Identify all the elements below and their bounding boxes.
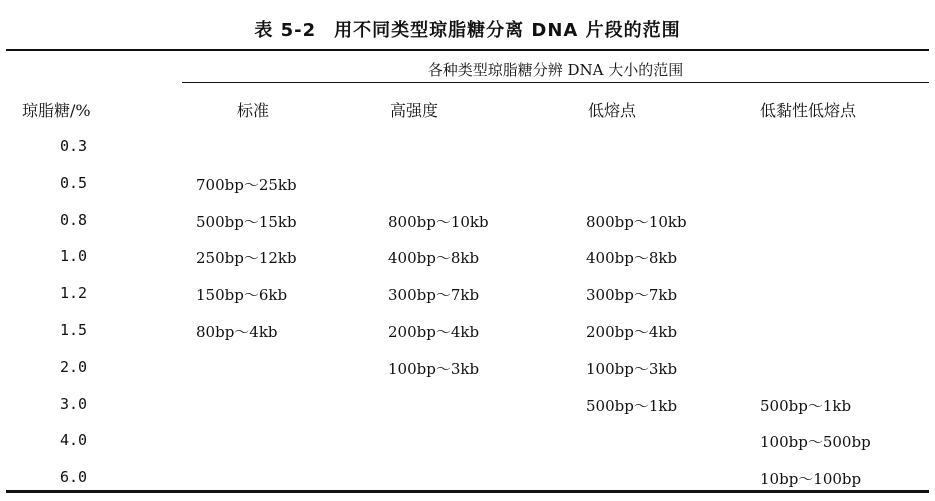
low-viscosity-low-melting-cell: 100bp～500bp: [760, 433, 871, 451]
high-strength-cell: 800bp～10kb: [388, 213, 489, 231]
top-rule: [6, 49, 929, 51]
bottom-rule: [6, 490, 929, 493]
concentration-cell: 1.0: [60, 247, 88, 265]
concentration-cell: 0.5: [60, 174, 88, 192]
concentration-cell: 4.0: [60, 431, 88, 449]
concentration-cell: 0.3: [60, 137, 88, 155]
column-header-concentration: 琼脂糖/%: [22, 101, 91, 120]
concentration-cell: 1.2: [60, 284, 88, 302]
low-viscosity-low-melting-cell: 500bp～1kb: [760, 397, 852, 415]
column-header-high-strength: 高强度: [390, 101, 439, 120]
group-header: 各种类型琼脂糖分辨 DNA 大小的范围: [427, 61, 684, 79]
standard-cell: 500bp～15kb: [196, 213, 297, 231]
table-title: 用不同类型琼脂糖分离 DNA 片段的范围: [334, 20, 681, 41]
column-header-low-melting: 低熔点: [588, 101, 637, 120]
table-caption: [0, 16, 935, 42]
low-viscosity-low-melting-cell: 10bp～100bp: [760, 470, 862, 488]
low-melting-cell: 100bp～3kb: [586, 360, 678, 378]
concentration-cell: 0.8: [60, 211, 88, 229]
concentration-cell: 6.0: [60, 468, 88, 486]
column-header-standard: 标准: [237, 101, 270, 120]
concentration-cell: 3.0: [60, 395, 88, 413]
standard-cell: 700bp～25kb: [196, 176, 297, 194]
low-melting-cell: 400bp～8kb: [586, 249, 678, 267]
high-strength-cell: 100bp～3kb: [388, 360, 480, 378]
standard-cell: 150bp～6kb: [196, 286, 288, 304]
concentration-cell: 2.0: [60, 358, 88, 376]
high-strength-cell: 400bp～8kb: [388, 249, 480, 267]
high-strength-cell: 300bp～7kb: [388, 286, 480, 304]
concentration-cell: 1.5: [60, 321, 88, 339]
low-melting-cell: 300bp～7kb: [586, 286, 678, 304]
low-melting-cell: 200bp～4kb: [586, 323, 678, 341]
low-melting-cell: 800bp～10kb: [586, 213, 687, 231]
high-strength-cell: 200bp～4kb: [388, 323, 480, 341]
column-header-low-viscosity-low-melting: 低黏性低熔点: [760, 101, 857, 120]
standard-cell: 250bp～12kb: [196, 249, 297, 267]
table-number: 表 5-2: [254, 20, 317, 41]
standard-cell: 80bp～4kb: [196, 323, 278, 341]
low-melting-cell: 500bp～1kb: [586, 397, 678, 415]
group-header-rule: [182, 82, 929, 83]
